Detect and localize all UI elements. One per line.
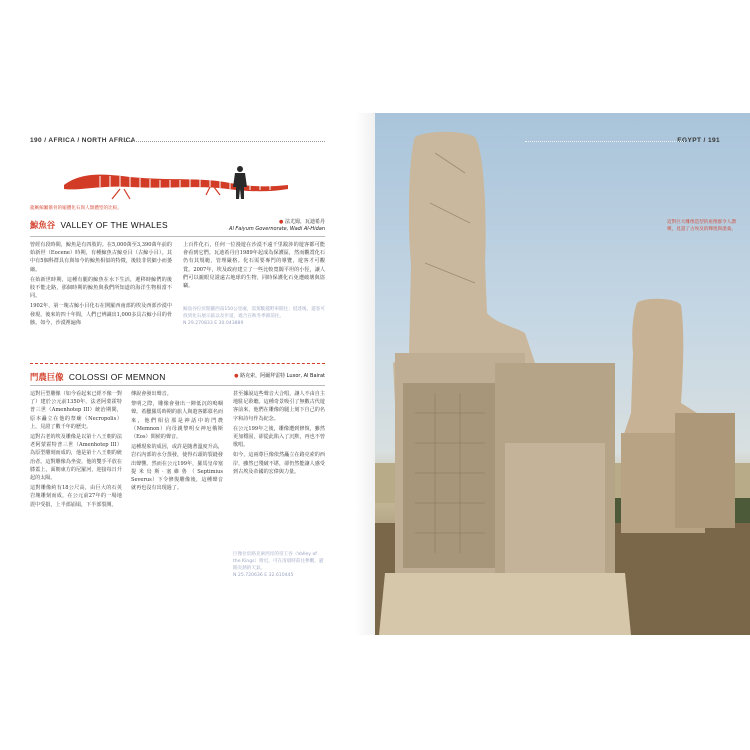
whales-title-zh: 鯨魚谷	[30, 220, 56, 230]
memnon-paragraph: 在公元199年之後，雕像遭到修復，雖然更加穩固，卻從此陷入了沉默，再也不曾歌唱。	[233, 425, 325, 449]
whale-skeleton-illustration	[60, 165, 300, 205]
location-dot-icon: ●	[279, 219, 284, 225]
memnon-column-3	[233, 390, 325, 545]
whales-paragraph: 在始新世時期，這種有腿的鯨魚在水下生活，遷移時鯨們的後肢不能走路，那個時期的鯨魚與我們所知道的海洋生物相當不同。	[30, 276, 172, 300]
memnon-note-text: 巨像位於路克索西岸的帝王谷（Valley of the Kings）附近，可在清晨時前往參觀，避開炎熱的天氣。	[233, 552, 324, 571]
running-head-rule	[125, 141, 325, 142]
location-dot-icon: ●	[234, 373, 239, 379]
book-spread	[0, 113, 750, 635]
memnon-locator-en: Luxor, Al Bairat	[286, 373, 325, 379]
whales-title-en: VALLEY OF THE WHALES	[60, 220, 168, 230]
memnon-column-2	[131, 390, 223, 628]
whales-locator-zh: 法尤姆，瓦迪希丹	[284, 219, 325, 225]
whales-rule	[30, 236, 325, 237]
whales-title	[30, 219, 168, 231]
memnon-paragraph: 這對古老的埃及雕像是以第十八王朝的法老阿蒙霍特普三世（Amenhotep III）為原型雕刻而成的，他是第十八王朝的統治者。這對雕像為坐姿，他的雙手平放在膝蓋上，面朝東方的尼羅河，迎接每日升起的太陽。	[30, 434, 122, 482]
whales-paragraph: 1902年，第一塊古鯨小目化石在開羅西南部的埃及西部沙漠中發現。後來的四十年間，人們已辨識出1,000多具古鯨小目的骨骸。如今，沙漠裡遍佈	[30, 303, 172, 326]
memnon-column-1	[30, 390, 122, 628]
memnon-visitor-note	[233, 551, 325, 579]
whales-paragraph: 上百件化石，任何一位漫遊在沙漠不遠千里跋涉的遊客都可能會看到它們。瓦迪希丹自1989年起成為保護區，然而觀賞化石仍有其規範，管理嚴格。化石需要專門的導覽，遊客才可觀賞。2007年，埃及政府建立了一些比較寬闊平坦的小徑，讓人們可以親眼見證遠古地球的生物，同時保護化石免遭破壞與盜竊。	[183, 242, 325, 290]
memnon-paragraph: 這對巨型雕像（如今看起來已經不像一對了）建於公元前1350年，法老阿蒙霍特普三世（Amenhotep III）統治期間，原本矗立在他的祭廟（Necropolis）上，見證了數千年的歷史。	[30, 391, 122, 430]
memnon-coordinates: N 25.720636 E 32.610445	[233, 573, 294, 578]
memnon-title-zh: 門農巨像	[30, 372, 64, 382]
memnon-title-en: COLOSSI OF MEMNON	[68, 372, 166, 382]
photo-caption: 這對巨大雕像造型的座像群令人讚嘆，見證了古埃及的輝煌與滄桑。	[667, 220, 736, 232]
memnon-rule	[30, 385, 325, 386]
skeleton-vs-human-icon	[60, 165, 300, 205]
memnon-paragraph: 如今，這兩尊巨像依然矗立在路克索的西岸，雖然已殘破不堪，卻仍然能讓人感受到古埃及帝國的宏偉與力量。	[233, 452, 325, 475]
whales-locator	[190, 219, 325, 233]
memnon-paragraph: 黎明之際，雕像會發出一陣低沉的嗚咽聲。希臘羅馬時期的旅人與遊客都慕名而來，他們相信那是神話中的門農（Memnon）向母親黎明女神厄俄斯（Eos）問候的聲音。	[131, 401, 223, 441]
left-running-head: 190 / AFRICA / NORTH AFRICA	[30, 137, 136, 144]
whales-coordinates: N 29.270833 E 30.043889	[183, 321, 244, 326]
memnon-paragraph: 這種現象的成因，或許是隨著溫度升高，岩石內部的水分蒸發，使得石頭的裂縫發出聲響。然而在公元199年，羅馬皇帝塞提米烏斯·塞維魯（Septimius Severus）下令修復雕像後，這種聲音就再也沒有出現過了。	[131, 444, 223, 492]
memnon-locator-zh: 路克索，阿爾拜雷特	[240, 373, 286, 379]
colossi-illustration	[375, 113, 750, 635]
whales-paragraph: 曾經有段時間，鯨魚是有四肢的。在5,000萬至3,390萬年前的始新世（Eocene）時期，有種鯨魚古鯨亞目（古鯨小目）。其中有5個科群具有與如今的鯨魚相似的特徵，後肢非常細小而萎縮。	[30, 242, 172, 273]
left-page	[0, 113, 375, 635]
memnon-title	[30, 371, 166, 383]
whales-visitor-note	[183, 306, 325, 327]
memnon-paragraph: 這對雕像約有18公尺高，由巨大的石英岩塊雕刻而成，在公元前27年的一場地震中受損，上半部崩塌，下半部裂開。	[30, 485, 122, 508]
far-colossus	[621, 299, 735, 533]
whales-column-1	[30, 241, 172, 343]
near-colossus	[379, 132, 631, 635]
memnon-paragraph: 傳說會發出聲音。	[131, 391, 172, 397]
memnon-locator	[190, 373, 325, 380]
gutter-shadow	[355, 113, 375, 635]
whales-column-2	[183, 241, 325, 297]
memnon-paragraph: 甚至據說這些聲音大合唱，讓人不由自主地駐足聆聽。這種奇景吸引了無數古代遊客前來，他們在雕像的腿上刻下自己的名字和詩句作為紀念。	[233, 391, 325, 422]
whales-locator-en: Al Faiyum Governorate, Wadi Al-Hidan	[229, 226, 325, 232]
skeleton-caption: 龍蜥鯨屬骸骨的縮體化石與人類體型的比較。	[30, 206, 122, 211]
right-running-head: EGYPT / 191	[677, 137, 720, 144]
whales-note-text: 鯨魚谷位於開羅西南150公里處，需駕駛越野車開往；抵達後，遊客可找到化石展示區以及步道，適合在秋冬季節前往。	[183, 307, 325, 319]
colossi-photo	[375, 113, 750, 635]
running-head-rule	[525, 141, 685, 142]
section-separator	[30, 363, 325, 364]
